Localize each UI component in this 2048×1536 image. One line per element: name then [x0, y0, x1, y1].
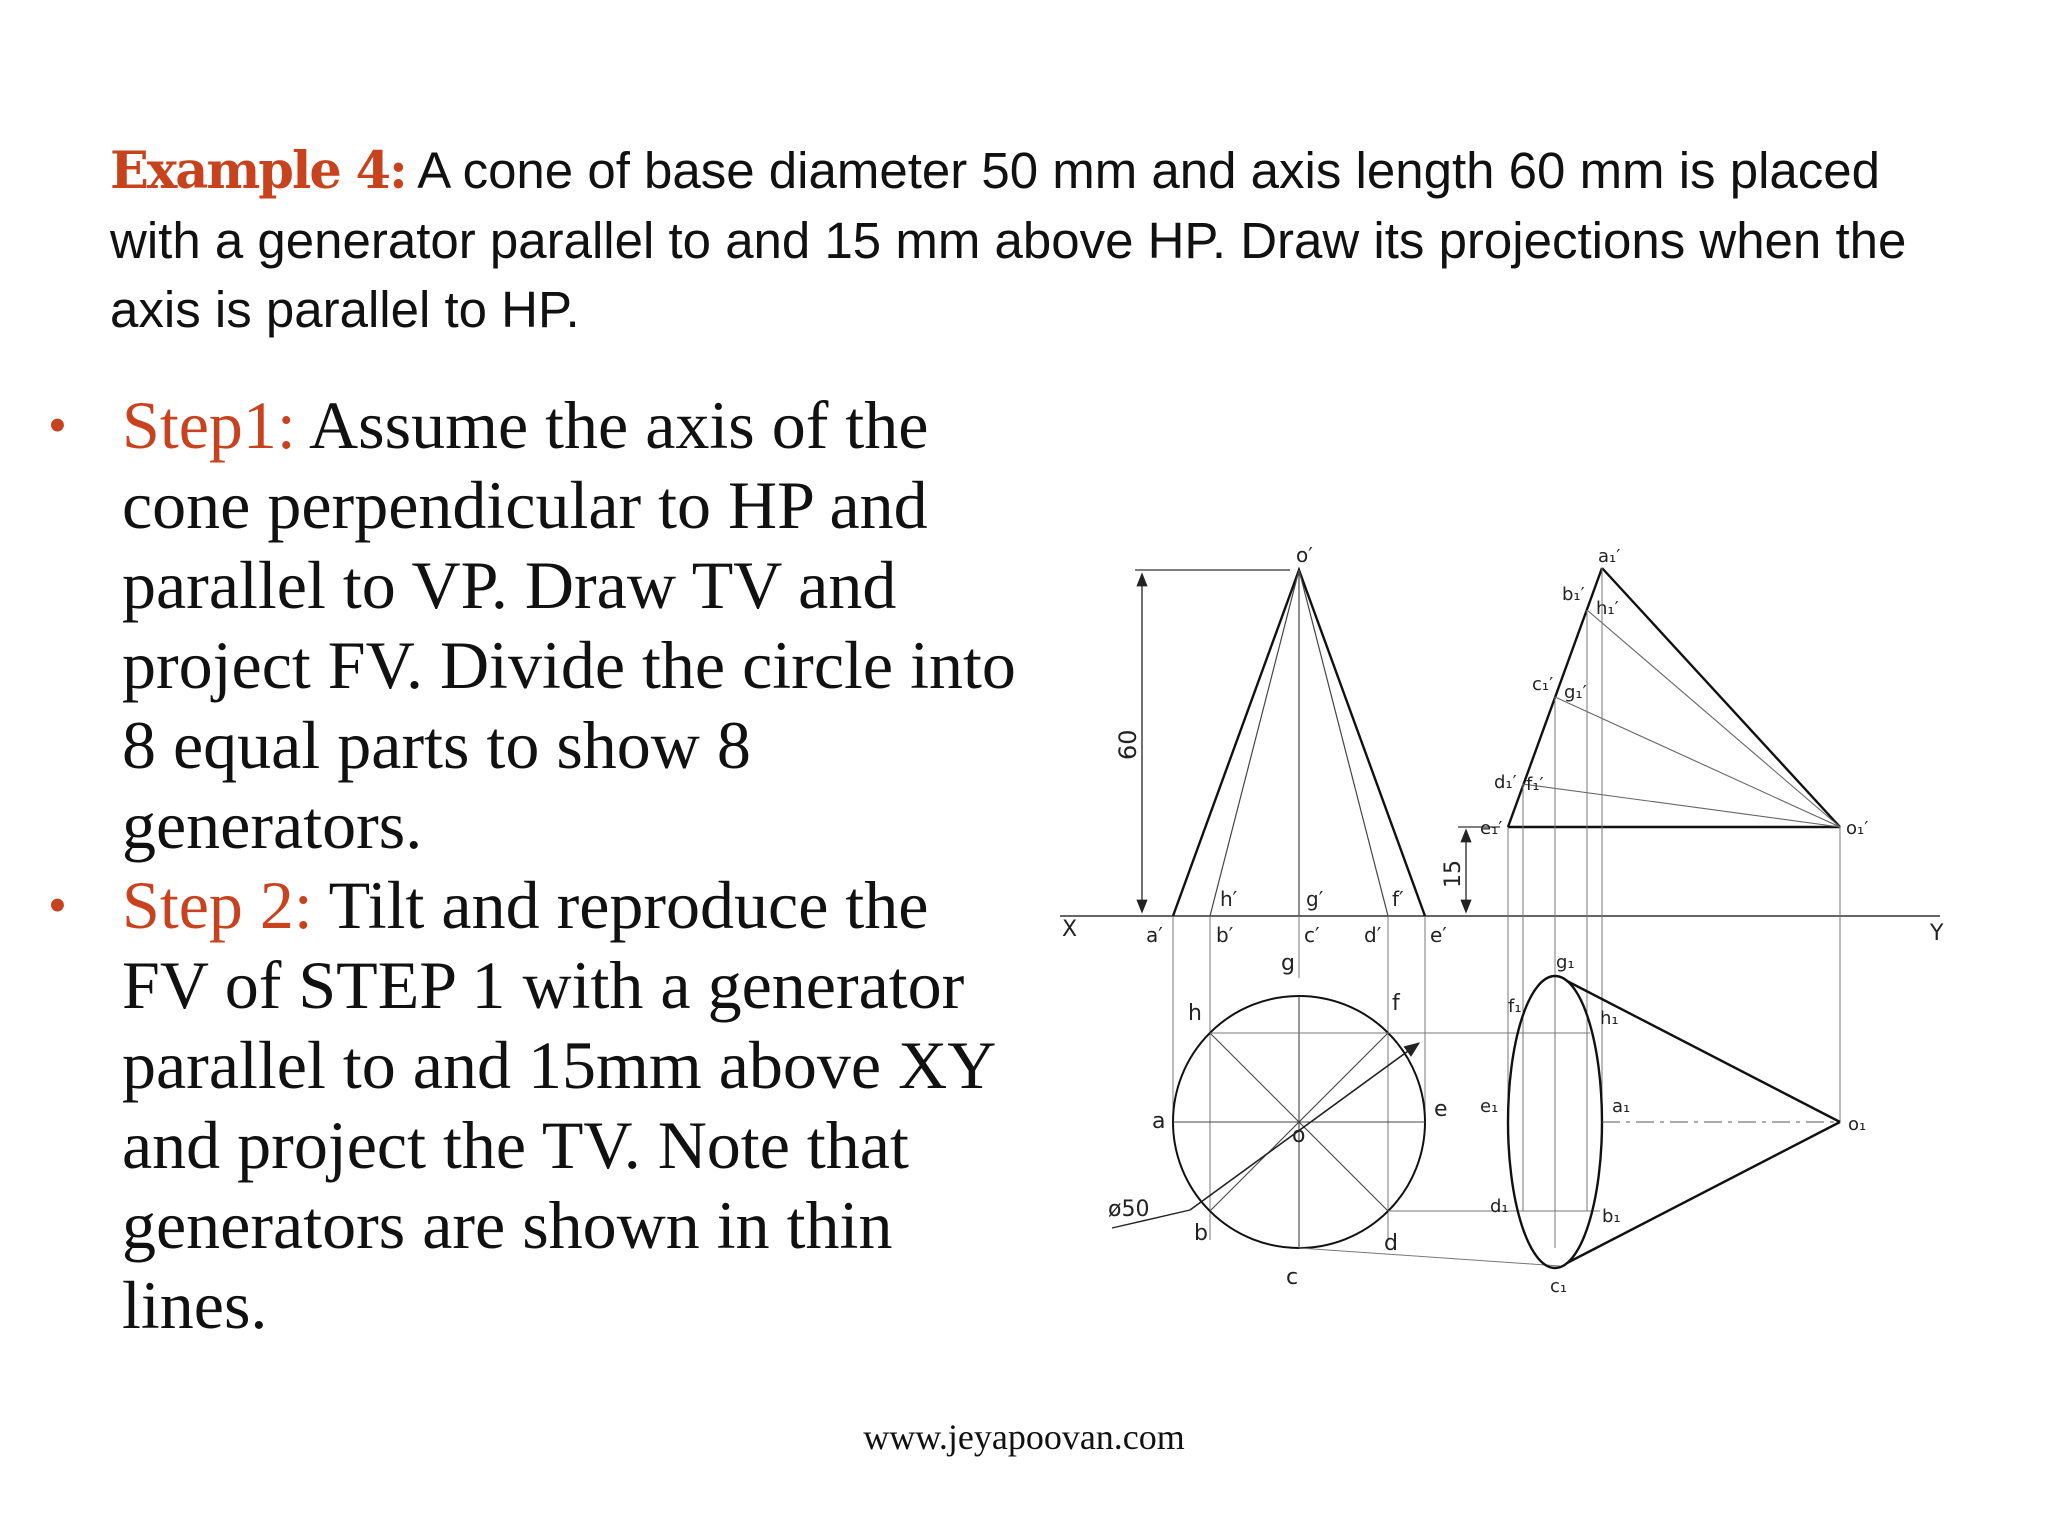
label-d1: d₁ [1490, 1196, 1509, 1217]
dimension-15-label: 15 [1441, 860, 1466, 888]
label-h: h [1188, 1001, 1202, 1026]
bullet-icon: • [48, 875, 67, 935]
label-o1: o₁ [1848, 1114, 1867, 1135]
fv-generator [1210, 570, 1299, 916]
bullet-icon: • [48, 395, 67, 455]
tilted-tv-outline [1567, 1122, 1840, 1263]
step-2-label: Step 2: [122, 867, 313, 943]
front-view-step1 [1114, 543, 1447, 947]
label-d-prime: d′ [1364, 923, 1382, 947]
dimension-60-label: 60 [1114, 729, 1142, 760]
label-h1: h₁ [1600, 1008, 1619, 1029]
label-b1-prime: b₁′ [1562, 584, 1585, 605]
label-e1: e₁ [1480, 1096, 1499, 1117]
label-g1: g₁ [1556, 952, 1575, 973]
label-d: d [1384, 1231, 1398, 1256]
label-g-prime: g′ [1306, 887, 1324, 911]
label-a-prime: a′ [1146, 923, 1163, 947]
label-a1: a₁ [1612, 1096, 1631, 1117]
fv-generator [1299, 570, 1388, 916]
label-c1: c₁ [1550, 1276, 1568, 1297]
step-2-text: Tilt and reproduce the FV of STEP 1 with a generator parallel to and 15mm above XY and project the TV. Note that generators are shown in thin lines. [122, 867, 994, 1343]
label-b-prime: b′ [1216, 923, 1234, 947]
label-f1-prime: f₁′ [1526, 774, 1544, 795]
label-h-prime: h′ [1220, 887, 1238, 911]
label-e-prime: e′ [1430, 923, 1447, 947]
label-b: b [1194, 1221, 1208, 1246]
problem-text: A cone of base diameter 50 mm and axis length 60 mm is placed with a generator parallel to and 15 mm above HP. Draw its projections when the axis is parallel to HP. [110, 142, 1907, 338]
label-f1: f₁ [1508, 996, 1522, 1017]
label-d1-prime: d₁′ [1494, 772, 1517, 793]
website-footer: www.jeyapoovan.com [863, 1417, 1185, 1457]
label-b1: b₁ [1602, 1206, 1621, 1227]
tilted-fv-generator [1587, 610, 1840, 827]
label-c-prime: c′ [1304, 923, 1320, 947]
tv-horizontal-projectors [1210, 1033, 1600, 1266]
label-h1-prime: h₁′ [1596, 598, 1619, 619]
label-o: o [1292, 1123, 1306, 1148]
step-1-label: Step1: [122, 387, 296, 463]
x-label: X [1062, 917, 1078, 942]
front-view-tilted [1441, 546, 1868, 908]
top-view-step1 [1108, 951, 1448, 1290]
label-o-prime: o′ [1296, 543, 1313, 567]
tilted-tv-outline [1567, 981, 1840, 1122]
label-c: c [1286, 1265, 1299, 1290]
label-a: a [1152, 1109, 1166, 1134]
example-label: Example 4: [110, 141, 406, 201]
tilted-fv-generator-top [1602, 568, 1840, 827]
label-o1-prime: o₁′ [1846, 818, 1869, 839]
step-1-text: Assume the axis of the cone perpendicular to HP and parallel to VP. Draw TV and project FV. Divide the circle into 8 equal parts to show 8 generators. [122, 387, 1016, 863]
label-g1-prime: g₁′ [1564, 682, 1587, 703]
label-a1-prime: a₁′ [1598, 546, 1621, 567]
label-c1-prime: c₁′ [1532, 674, 1554, 695]
label-g: g [1281, 951, 1295, 976]
label-f: f [1392, 991, 1400, 1016]
label-e1-prime: e₁′ [1480, 818, 1503, 839]
diameter-label: ø50 [1108, 1197, 1150, 1222]
top-view-tilted [1480, 952, 1866, 1297]
label-f-prime: f′ [1392, 887, 1404, 911]
label-e: e [1434, 1097, 1448, 1122]
y-label: Y [1930, 921, 1944, 946]
projectors-step2 [1508, 568, 1840, 1248]
